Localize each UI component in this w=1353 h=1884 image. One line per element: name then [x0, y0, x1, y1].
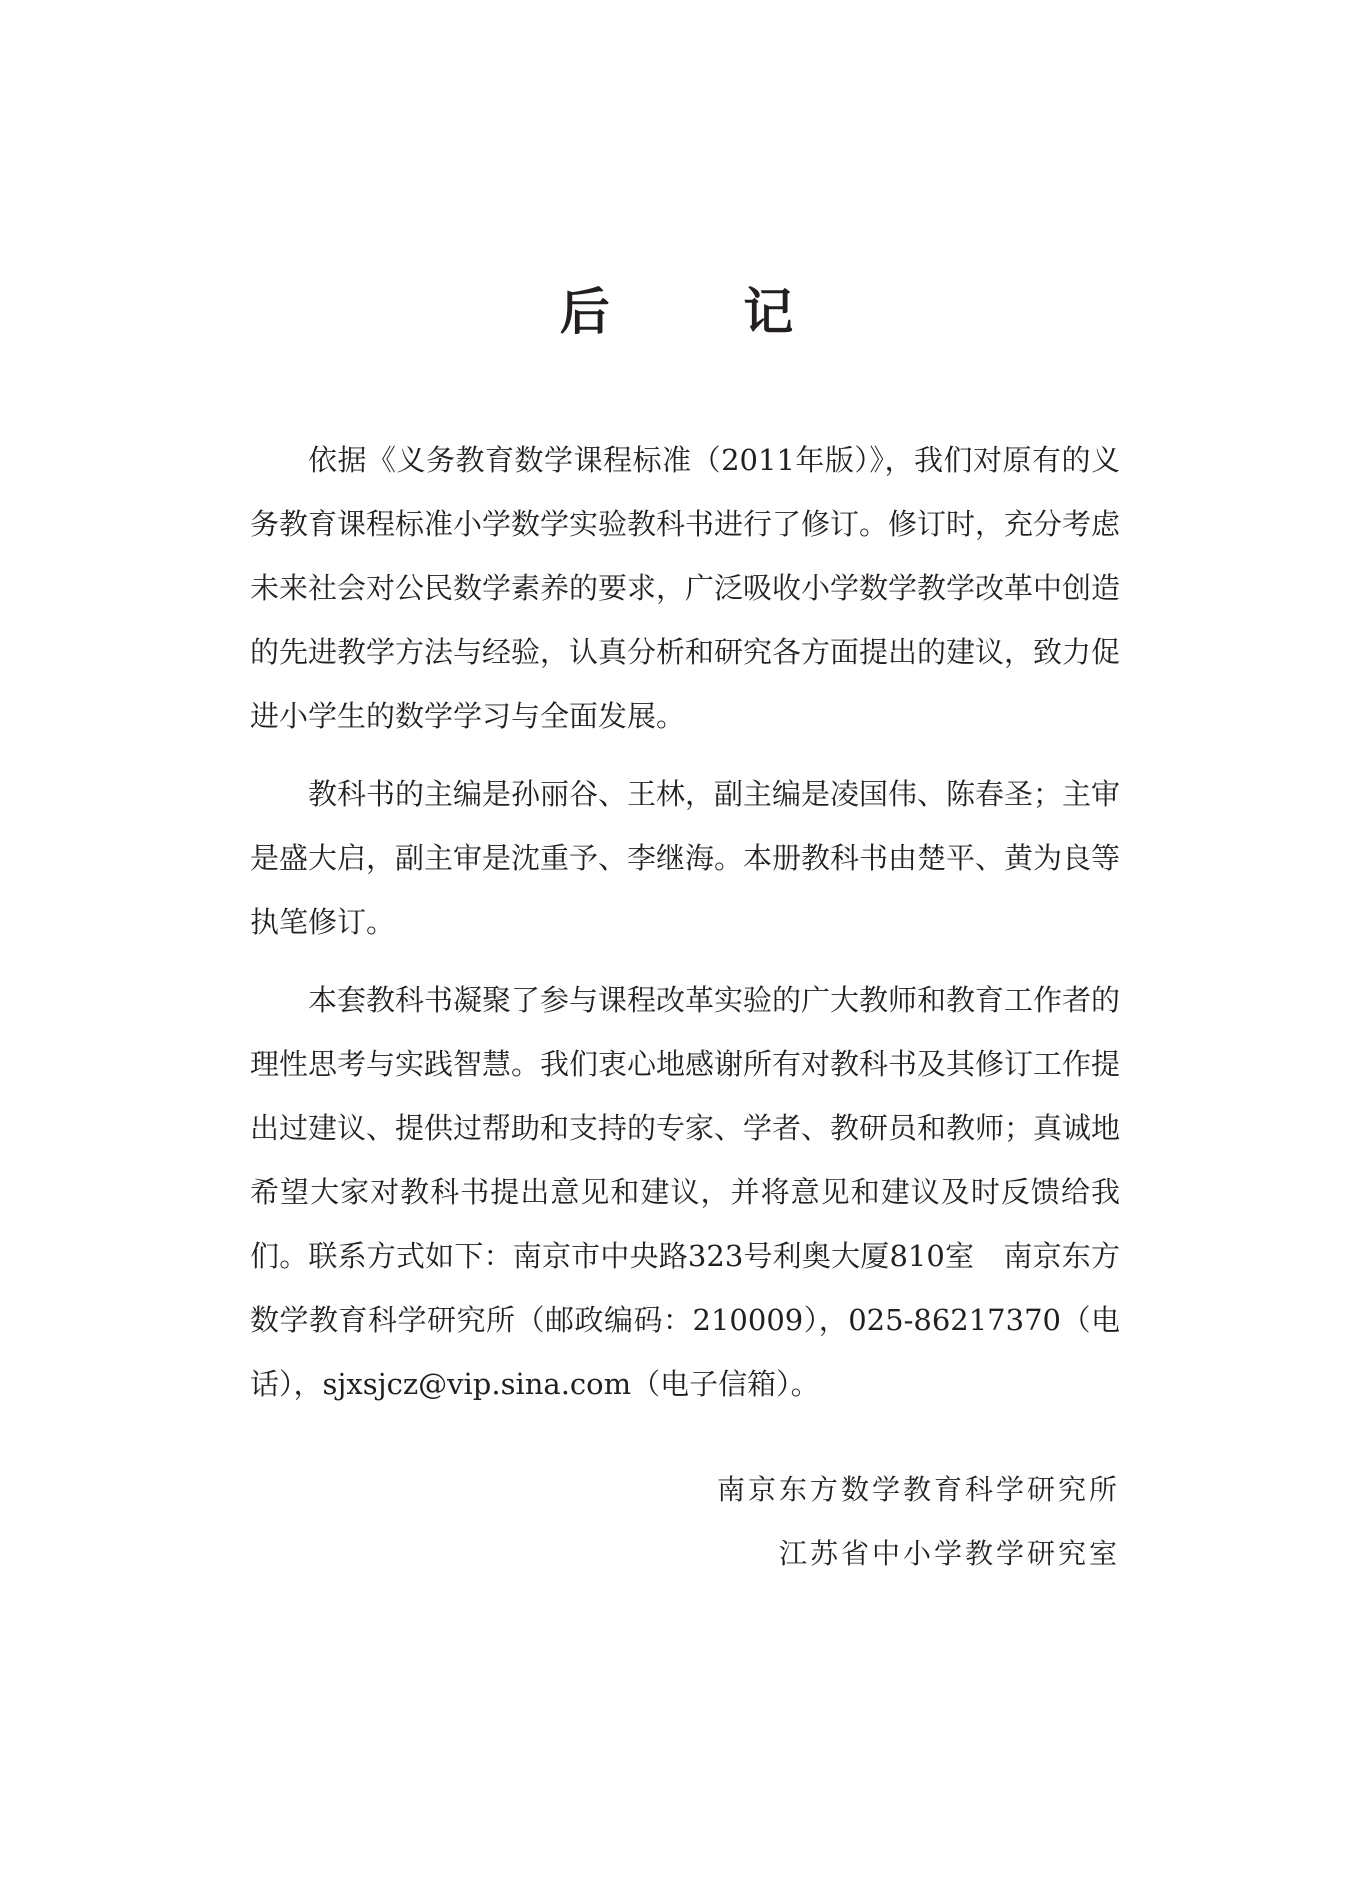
signature-institute: 南京东方数学教育科学研究所 [716, 1473, 1120, 1506]
paragraph-editors: 教科书的主编是孙丽谷、王林，副主编是凌国伟、陈春圣；主审是盛大启，副主审是沈重予、李继海。本册教科书由楚平、黄为良等执笔修订。 [250, 777, 1121, 939]
page-title: 后 记 [559, 283, 852, 341]
signature-block [717, 1458, 1120, 1586]
paragraph-revision-basis: 依据《义务教育数学课程标准（2011年版）》，我们对原有的义务教育课程标准小学数学实验教科书进行了修订。修订时，充分考虑未来社会对公民数学素养的要求，广泛吸收小学数学教学改革中创造的先进教学方法与经验，认真分析和研究各方面提出的建议，致力促进小学生的数学学习与全面发展。 [250, 443, 1121, 733]
paragraph-acknowledgement-contact: 本套教科书凝聚了参与课程改革实验的广大教师和教育工作者的理性思考与实践智慧。我们衷心地感谢所有对教科书及其修订工作提出过建议、提供过帮助和支持的专家、学者、教研员和教师；真诚地希望大家对教科书提出意见和建议，并将意见和建议及时反馈给我们。联系方式如下：南京市中央路323号利奥大厦810室 南京东方数学教育科学研究所（邮政编码：210009），025-86217370（电话），sjxsjcz@vip.sina.com（电子信箱）。 [250, 983, 1121, 1401]
afterword-body [250, 428, 1120, 1430]
signature-research-office: 江苏省中小学教学研究室 [778, 1537, 1120, 1570]
